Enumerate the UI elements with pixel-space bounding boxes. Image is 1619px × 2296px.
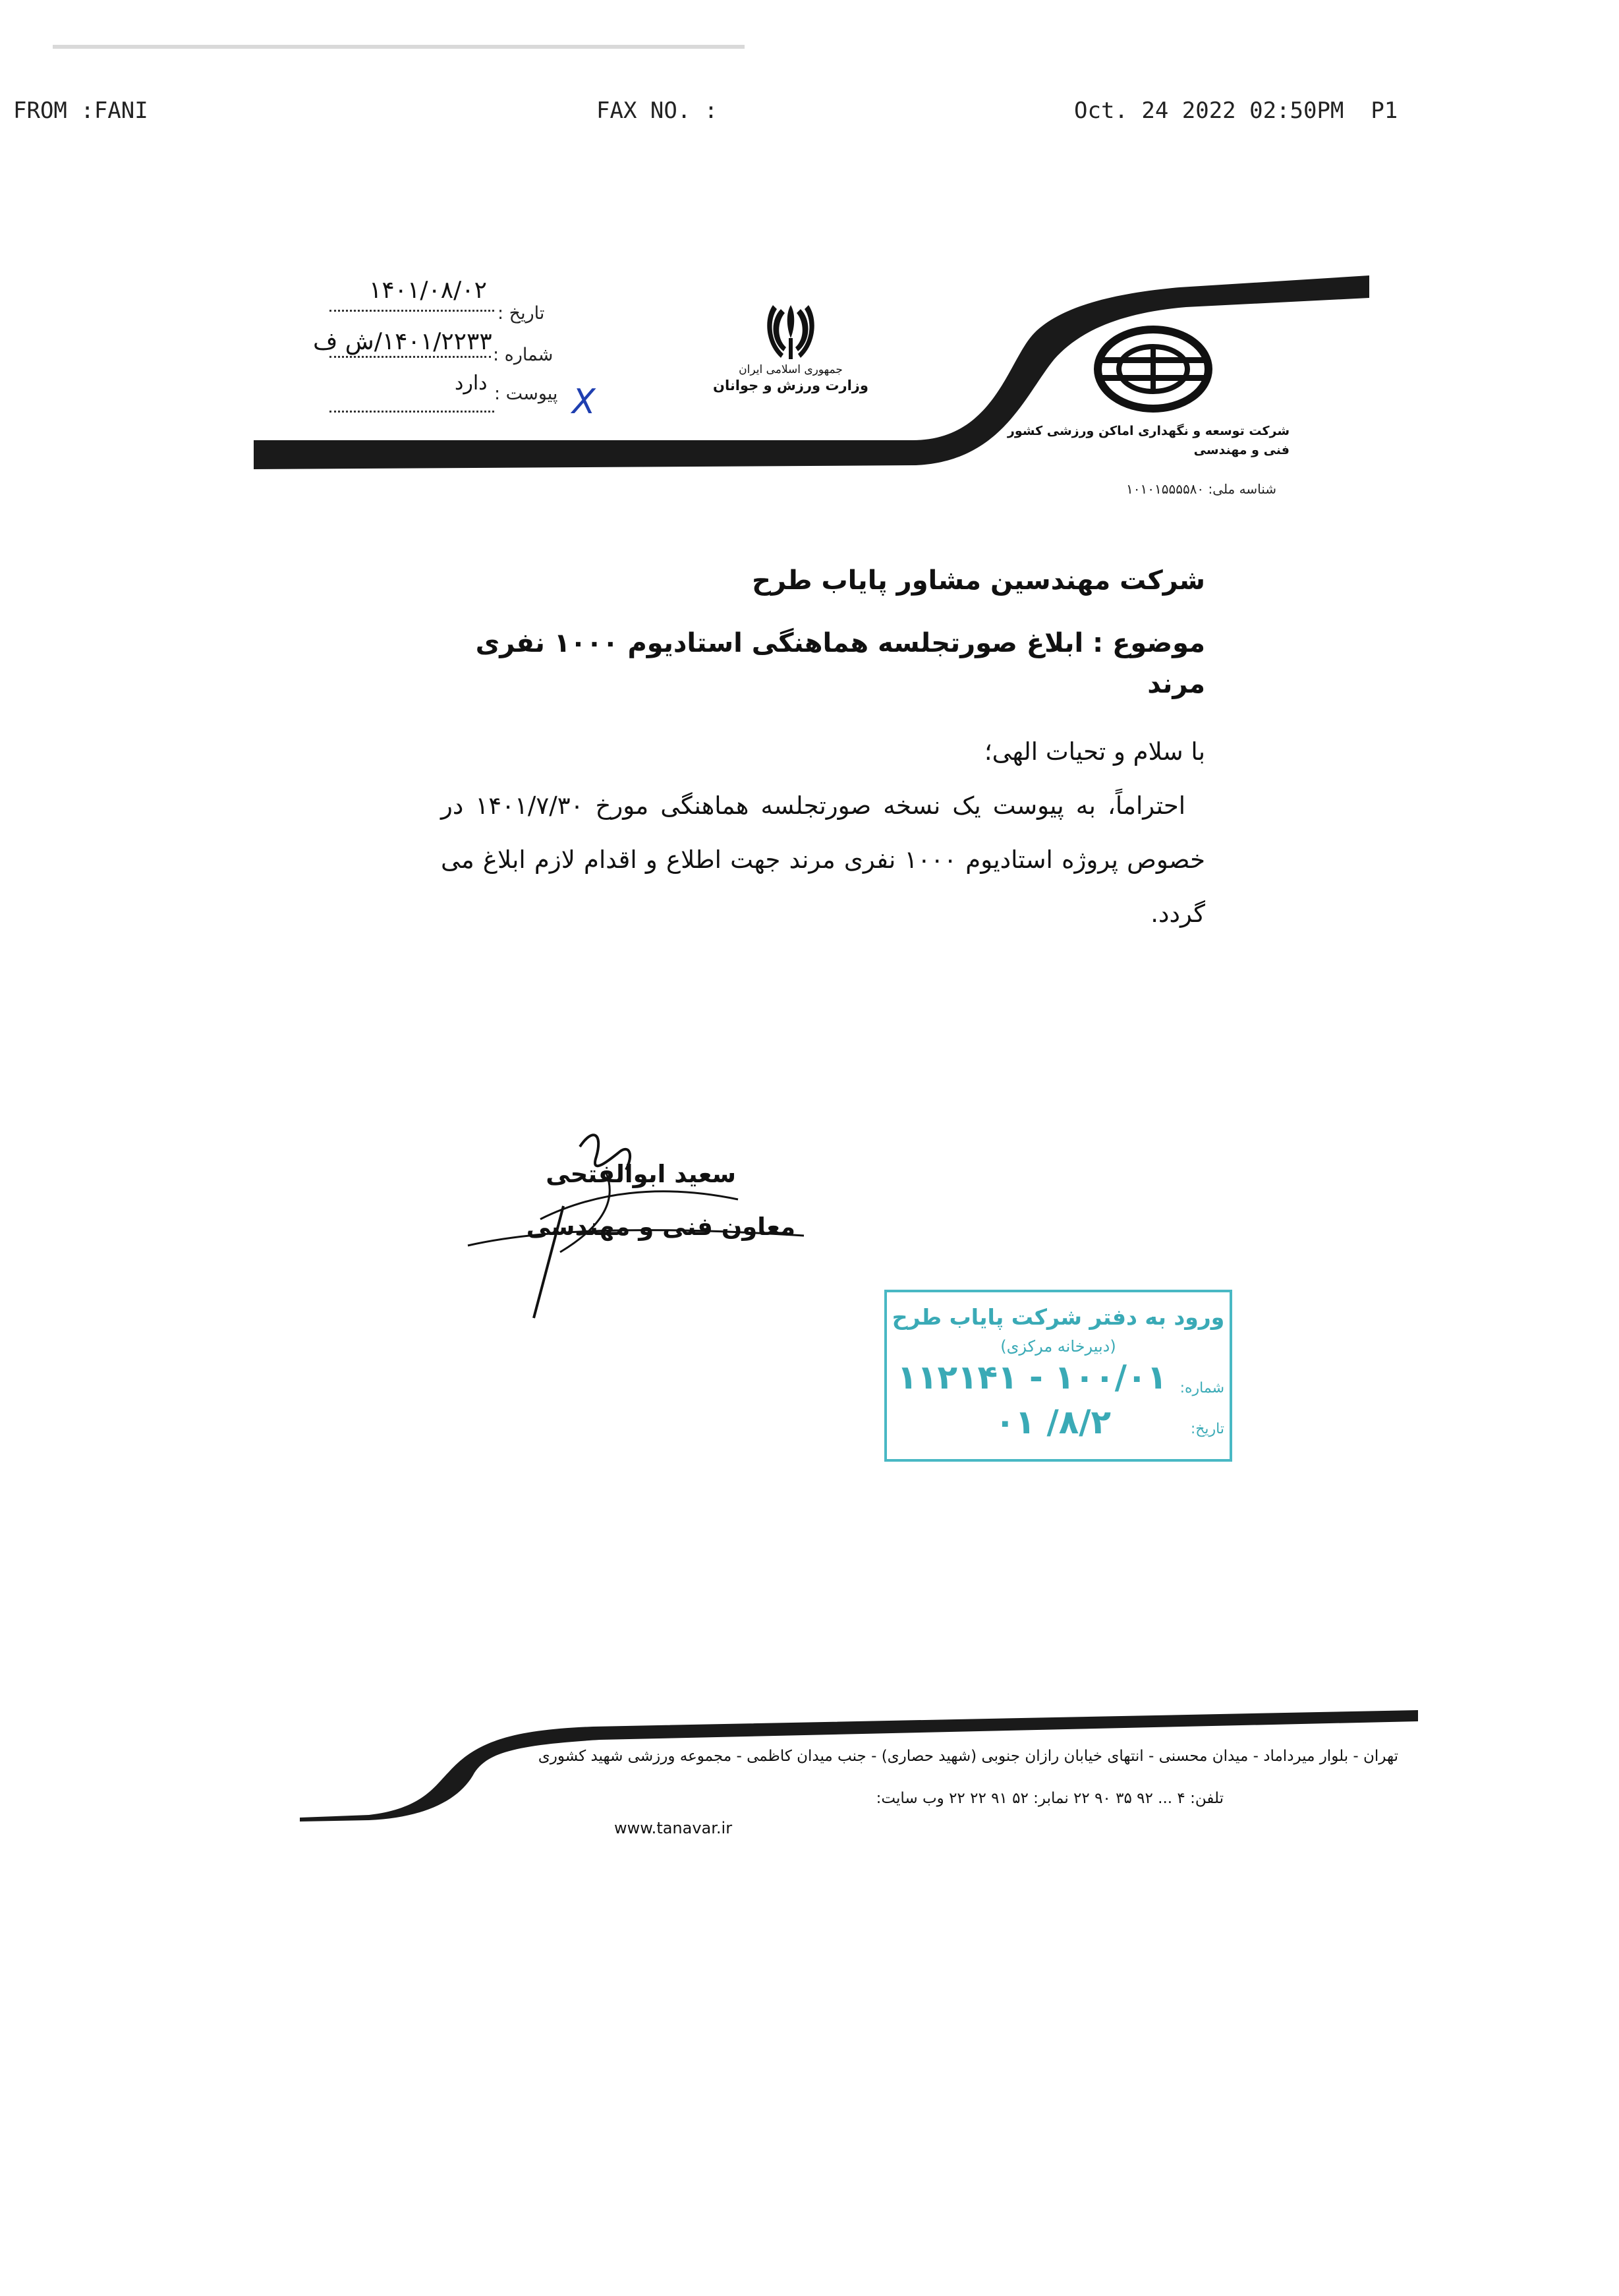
addressee: شرکت مهندسین مشاور پایاب طرح xyxy=(752,565,1205,596)
subject: موضوع : ابلاغ صورتجلسه هماهنگی استادیوم ۱۰۰۰ نفری مرند xyxy=(475,628,1205,699)
stamp-subtitle: (دبیرخانه مرکزی) xyxy=(1000,1337,1116,1356)
stamp-number-value: ۱۰۰/۰۱ - ۱۱۲۱۴۱ xyxy=(897,1358,1167,1396)
date-dots xyxy=(329,310,494,312)
date-value: ۱۴۰۱/۰۸/۰۲ xyxy=(369,277,487,304)
stamp-number-label: شماره: xyxy=(1179,1380,1224,1396)
stamp-date-value: ۸/۲/ ۰۱ xyxy=(994,1403,1111,1441)
number-dots xyxy=(329,356,491,358)
iran-emblem-icon xyxy=(761,300,820,366)
handwritten-x-mark: X xyxy=(572,382,596,422)
ministry-line1: جمهوری اسلامی ایران xyxy=(739,363,843,376)
fax-timestamp: Oct. 24 2022 02:50PM P1 xyxy=(1074,98,1398,124)
date-label: تاریخ : xyxy=(497,303,545,324)
greeting: با سلام و تحیات الهی؛ xyxy=(984,737,1205,766)
attachment-label: پیوست : xyxy=(494,384,558,404)
signatory-title: معاون فنی و مهندسی xyxy=(526,1213,795,1241)
signatory-name: سعید ابوالفتحی xyxy=(546,1160,736,1188)
company-name-line1: شرکت توسعه و نگهداری اماکن ورزشی کشور xyxy=(1007,424,1290,438)
attachment-value: دارد xyxy=(455,372,488,395)
company-emblem-icon xyxy=(1087,323,1219,415)
fax-number: FAX NO. : xyxy=(596,98,718,124)
number-label: شماره : xyxy=(493,345,554,365)
national-id: شناسه ملی: ۱۰۱۰۱۵۵۵۵۸۰ xyxy=(1126,481,1276,497)
footer-website: www.tanavar.ir xyxy=(614,1819,733,1837)
company-name xyxy=(986,422,1290,461)
ministry-line2: وزارت ورزش و جوانان xyxy=(713,378,868,393)
attachment-dots xyxy=(329,411,494,413)
fax-from: FROM :FANI xyxy=(13,98,148,124)
letter-body: احتراماً، به پیوست یک نسخه صورتجلسه هماهنگی مورخ ۱۴۰۱/۷/۳۰ در خصوص پروژه استادیوم ۱۰۰۰ نفری مرند جهت اطلاع و اقدام لازم ابلاغ می گردد. xyxy=(441,791,1205,928)
number-value: ۱۴۰۱/۲۲۳۳/ش ف xyxy=(313,328,492,355)
footer-phones: تلفن: ۴ ... ۹۲ ۳۵ ۹۰ ۲۲ نمابر: ۵۲ ۹۱ ۲۲ ۲۲ وب سایت: xyxy=(876,1790,1224,1807)
registration-stamp xyxy=(884,1290,1232,1462)
stamp-date-label: تاریخ: xyxy=(1190,1421,1224,1437)
company-name-line2: فنی و مهندسی xyxy=(1193,443,1290,458)
stamp-title: ورود به دفتر شرکت پایاب طرح xyxy=(892,1304,1225,1330)
footer-address: تهران - بلوار میرداماد - میدان محسنی - انتهای خیابان رازان جنوبی (شهید حصاری) - جنب میدان کاظمی - مجموعه ورزشی شهید کشوری xyxy=(538,1748,1398,1765)
